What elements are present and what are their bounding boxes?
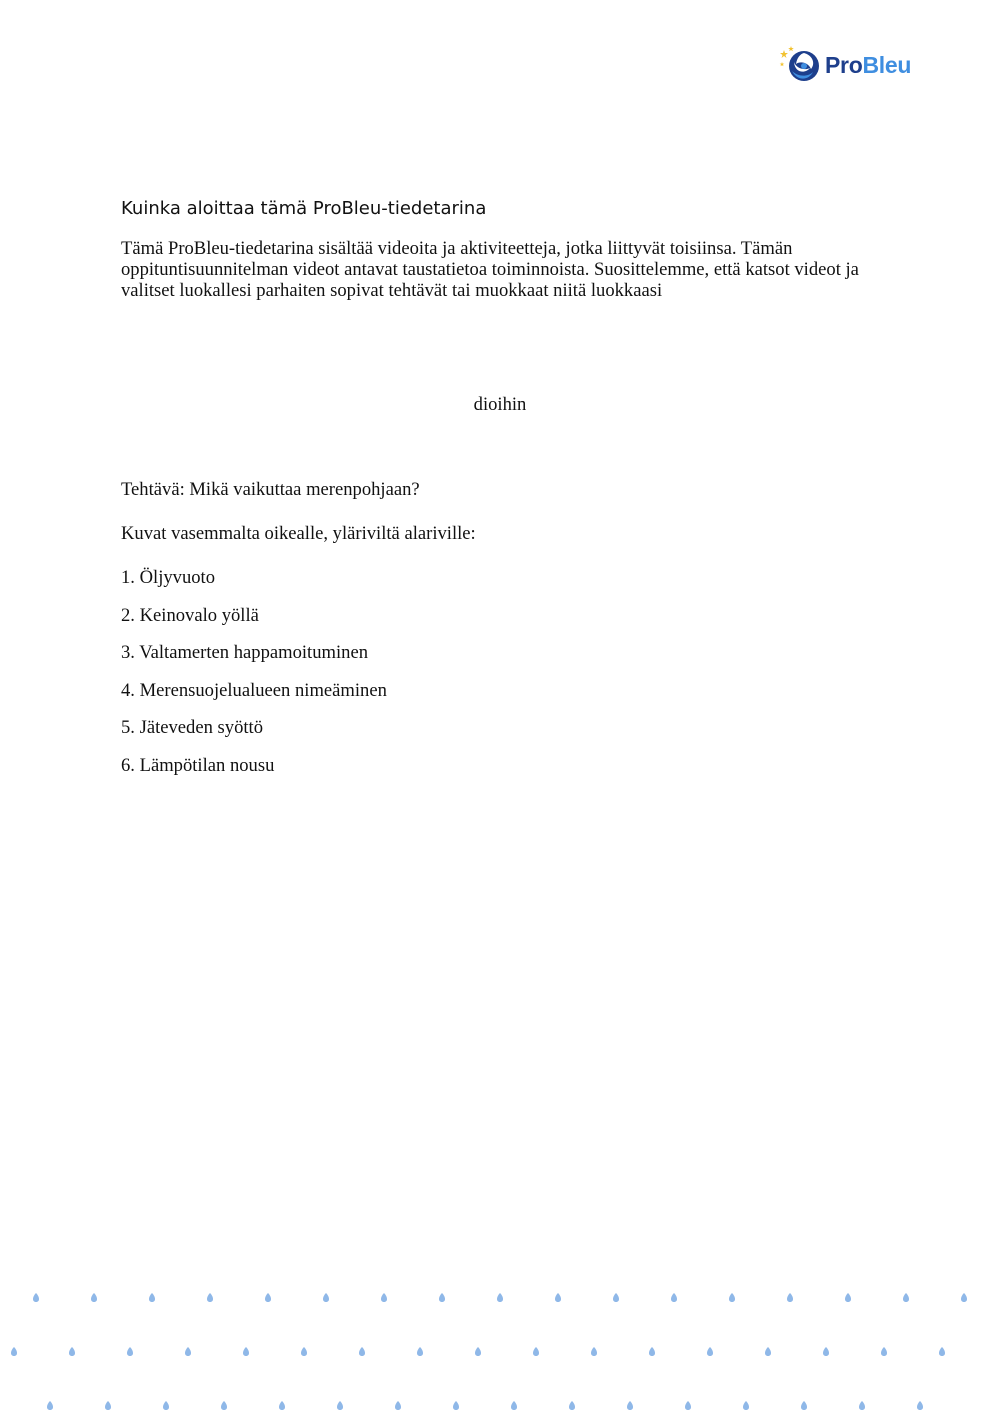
list-item: 5. Jäteveden syöttö <box>121 717 264 739</box>
droplet-icon <box>881 1347 887 1356</box>
droplet-icon <box>939 1347 945 1356</box>
droplet-icon <box>671 1293 677 1302</box>
droplet-icon <box>649 1347 655 1356</box>
droplet-icon <box>221 1401 227 1410</box>
droplet-icon <box>265 1293 271 1302</box>
list-item: 1. Öljyvuoto <box>121 567 216 588</box>
list-item: 3. Valtamerten happamoituminen <box>121 642 368 664</box>
droplet-icon <box>555 1293 561 1302</box>
droplet-icon <box>149 1293 155 1302</box>
droplet-icon <box>685 1401 691 1410</box>
list-item: 2. Keinovalo yöllä <box>121 604 259 626</box>
droplet-icon <box>439 1293 445 1302</box>
droplet-icon <box>961 1293 967 1302</box>
droplet-icon <box>279 1401 285 1410</box>
droplet-pattern <box>0 1280 1000 1415</box>
logo-bleu-text: Bleu <box>862 51 912 78</box>
droplet-icon <box>903 1293 909 1302</box>
droplet-icon <box>497 1293 503 1302</box>
droplet-icon <box>533 1347 539 1356</box>
images-subtitle: Kuvat vasemmalta oikealle, yläriviltä alariville: <box>121 523 476 544</box>
droplet-icon <box>613 1293 619 1302</box>
droplet-icon <box>801 1401 807 1410</box>
droplet-icon <box>185 1347 191 1356</box>
centered-word: dioihin <box>473 394 527 415</box>
droplet-icon <box>859 1401 865 1410</box>
droplet-icon <box>729 1293 735 1302</box>
droplet-icon <box>453 1401 459 1410</box>
droplet-icon <box>69 1347 75 1356</box>
droplet-icon <box>91 1293 97 1302</box>
probleu-swirl-icon <box>778 44 822 86</box>
droplet-icon <box>33 1293 39 1302</box>
droplet-icon <box>475 1347 481 1356</box>
droplet-icon <box>359 1347 365 1356</box>
droplet-icon <box>163 1401 169 1410</box>
droplet-icon <box>787 1293 793 1302</box>
droplet-icon <box>823 1347 829 1356</box>
page-heading: Kuinka aloittaa tämä ProBleu-tiedetarina <box>121 198 487 219</box>
droplet-icon <box>337 1401 343 1410</box>
droplet-icon <box>591 1347 597 1356</box>
droplet-icon <box>243 1347 249 1356</box>
list-item: 4. Merensuojelualueen nimeäminen <box>121 679 387 701</box>
list-item: 6. Lämpötilan nousu <box>121 754 275 776</box>
droplet-icon <box>381 1293 387 1302</box>
droplet-icon <box>569 1401 575 1410</box>
droplet-icon <box>207 1293 213 1302</box>
probleu-wordmark <box>825 51 912 78</box>
probleu-logo <box>778 44 928 86</box>
droplet-icon <box>323 1293 329 1302</box>
droplet-icon <box>105 1401 111 1410</box>
droplet-icon <box>765 1347 771 1356</box>
droplet-icon <box>417 1347 423 1356</box>
droplet-icon <box>511 1401 517 1410</box>
droplet-icon <box>301 1347 307 1356</box>
droplet-icon <box>47 1401 53 1410</box>
droplet-icon <box>707 1347 713 1356</box>
intro-paragraph: Tämä ProBleu-tiedetarina sisältää videoita ja aktiviteetteja, jotka liittyvät toisiinsa. Tämän oppituntisuunnitelman videot antavat taustatietoa toiminnoista. Suosittelemme, että katsot videot ja valitset luokallesi parhaiten sopivat tehtävät tai muokkaat niitä luokkaasi <box>121 238 859 301</box>
item-list <box>121 567 387 793</box>
droplet-icon <box>917 1401 923 1410</box>
droplet-icon <box>743 1401 749 1410</box>
droplet-icon <box>845 1293 851 1302</box>
droplet-icon <box>11 1347 17 1356</box>
droplet-icon <box>127 1347 133 1356</box>
logo-pro-text: Pro <box>825 51 863 78</box>
task-title: Tehtävä: Mikä vaikuttaa merenpohjaan? <box>121 479 420 500</box>
droplet-icon <box>395 1401 401 1410</box>
droplet-icon <box>627 1401 633 1410</box>
